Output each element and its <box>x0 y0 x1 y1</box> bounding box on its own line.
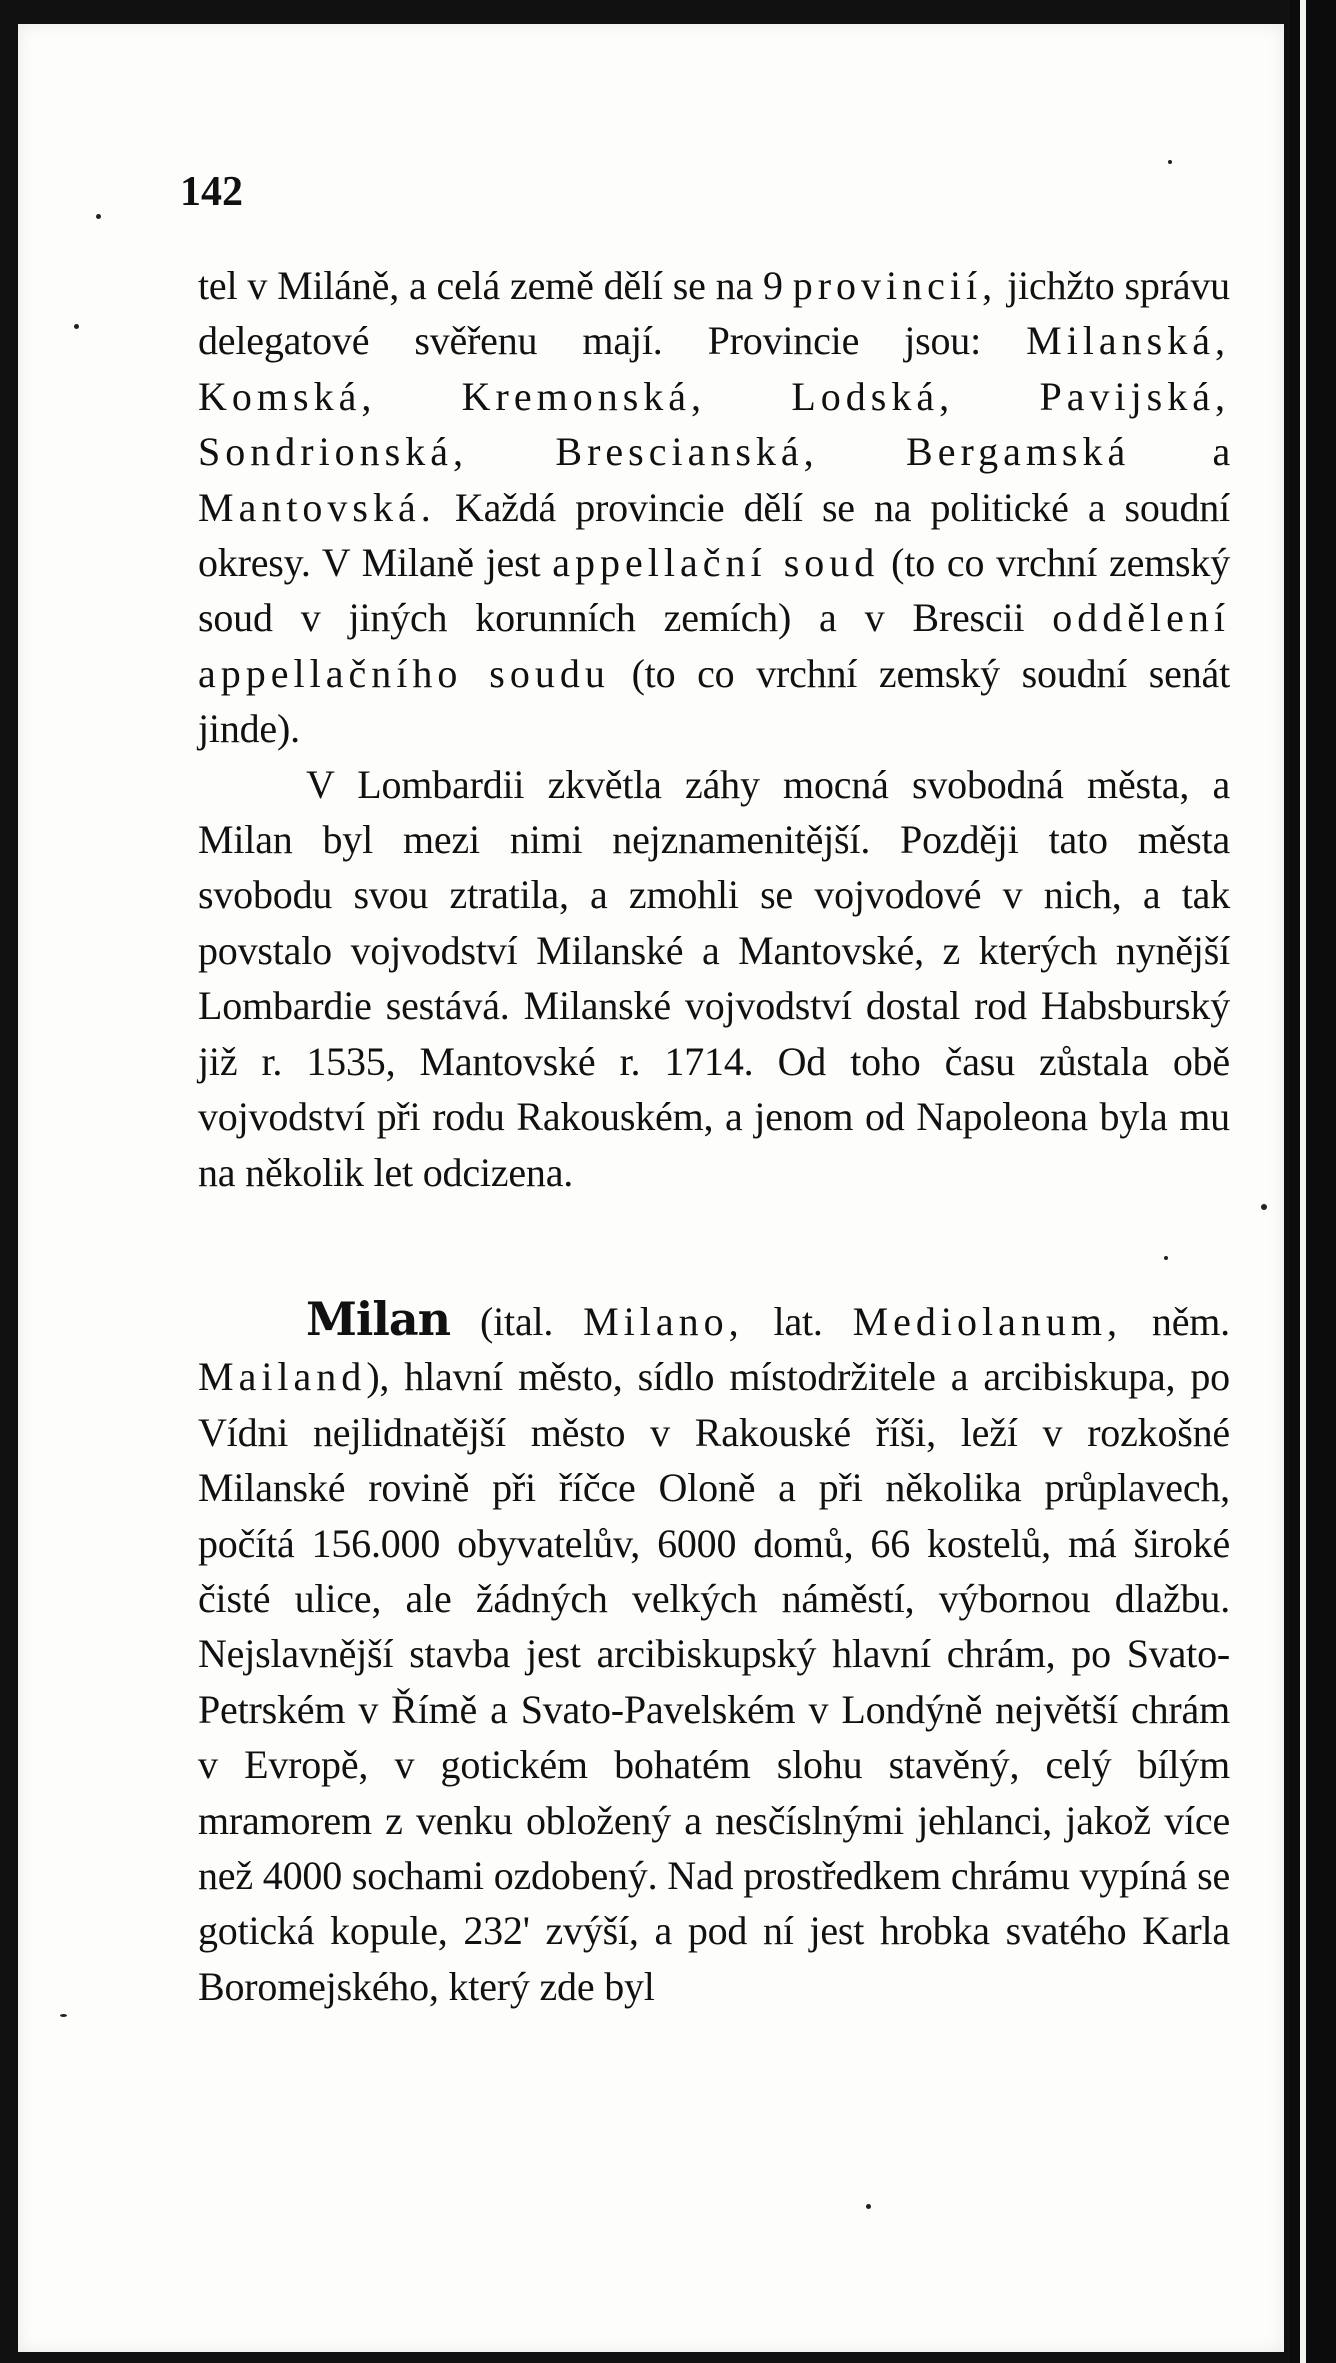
text-span: a <box>1130 429 1231 475</box>
page-number: 142 <box>180 169 243 215</box>
spaced-text: Mantovská. <box>198 484 436 530</box>
spaced-text: appellační soud <box>552 540 880 586</box>
paragraph-history: V Lombardii zkvětla záhy mocná svobodná města, a Milan byl mezi nimi nejznamenitější. Později tato města svobodu svou ztratila, a zmohli se vojvodové v nich, a tak povstalo vojvodství Milanské a Mantovské, z kterých nynější Lombardie sestává. Milanské vojvodství dostal rod Habsburský již r. 1535, Mantovské r. 1714. Od toho času zůstala obě vojvodství při rodu Rakouském, a jenom od Napoleona byla mu na několik let odcizena. <box>198 761 1230 1195</box>
spaced-text: Mailand <box>198 1354 367 1400</box>
text-span: (to co vrchní zemský soudní senát jinde). <box>198 650 1230 752</box>
spaced-text: provincií, <box>792 263 998 308</box>
text-span: (to co vrchní zemský soud v jiných korunních zemích) a v Brescii <box>198 540 1230 641</box>
entry-headword: Milan <box>306 1291 451 1346</box>
text-span: tel v Miláně, a celá země dělí se na 9 <box>198 263 793 308</box>
paragraph-provinces <box>198 258 1230 757</box>
text-span: Každá provincie dělí se na politické a soudní okresy. V Milaně jest <box>198 484 1230 586</box>
book-edge <box>1290 0 1336 2363</box>
book-edge-line <box>1300 0 1306 2363</box>
body-text <box>198 258 1230 2014</box>
text-span: (ital. <box>450 1298 584 1344</box>
spaced-text: Milanská, Komská, Kremonská, Lodská, Pavijská, Sondrionská, Brescianská, Bergamská <box>198 318 1230 475</box>
text-span: jichžto správu delegatové svěřenu mají. Provincie jsou: <box>198 263 1230 364</box>
text-span: ), hlavní město, sídlo místodržitele a arcibiskupa, po Vídni nejlidnatější město v Rakouské říši, leží v rozkošné Milanské rovině při říčce Oloně a při několika průplavech, počítá 156.000 obyvatelův, 6000 domů, 66 kostelů, má široké čisté ulice, ale žádných velkých náměstí, výbornou dlažbu. Nejslavnější stavba jest arcibiskupský hlavní chrám, po Svato-Petrském v Římě a Svato-Pavelském v Londýně největší chrám v Evropě, v gotickém bohatém slohu stavěný, celý bílým mramorem z venku obložený a nesčíslnými jehlanci, jakož více než 4000 sochami ozdobený. Nad prostředkem chrámu vypíná se gotická kopule, 232' zvýší, a pod ní jest hrobka svatého Karla Boromejského, který zde byl <box>198 1354 1230 2009</box>
text-span: něm. <box>1122 1298 1230 1344</box>
entry-milan <box>198 1292 1230 2014</box>
spaced-text: Milano, <box>583 1298 744 1344</box>
spaced-text: oddělení appellačního soudu <box>198 595 1230 696</box>
text-span: lat. <box>743 1298 853 1344</box>
spaced-text: Mediolanum, <box>852 1298 1123 1344</box>
